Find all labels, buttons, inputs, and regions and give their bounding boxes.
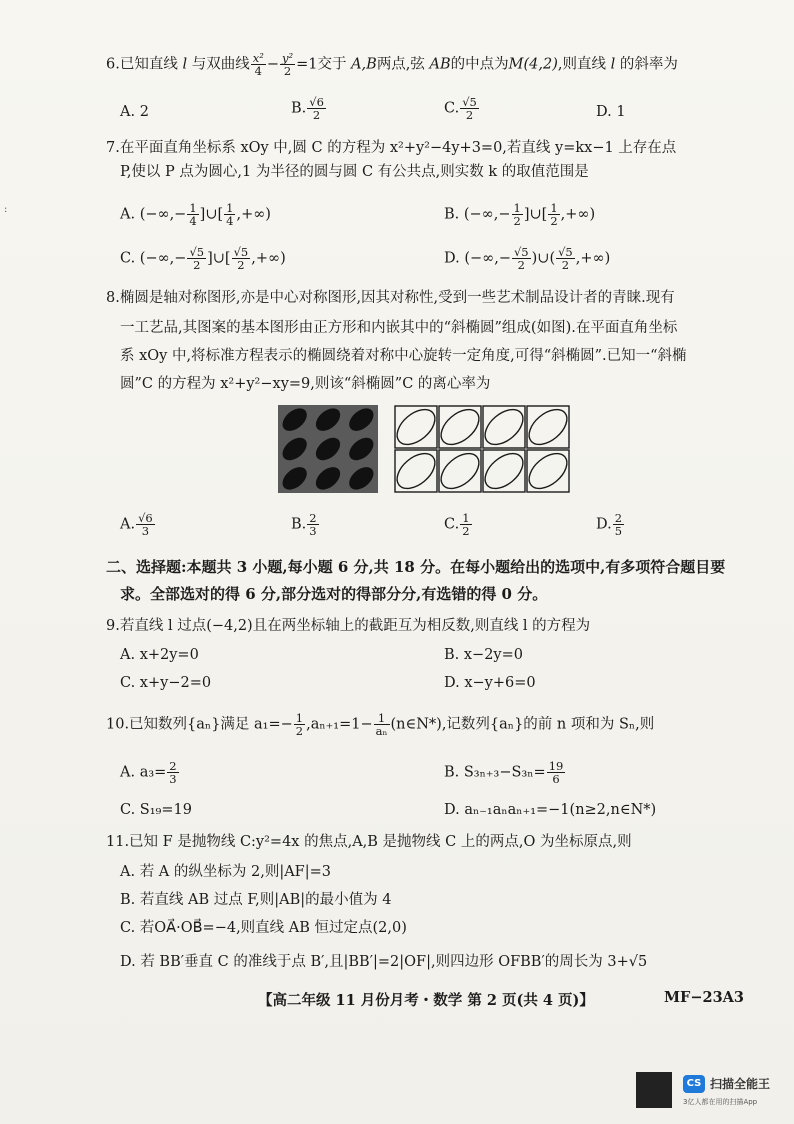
q7-a-d1: 4 xyxy=(189,214,197,228)
q10-b-pre: B. S₃ₙ₊₃−S₃ₙ= xyxy=(444,764,546,781)
q7-b-pre: B. (−∞,− xyxy=(444,206,511,223)
q7-c-pre: C. (−∞,− xyxy=(120,250,187,267)
q11-option-d: D. 若 BB′垂直 C 的准线于点 B′,且|BB′|=2|OF|,则四边形 OFBB′的周长为 3+√5 xyxy=(120,954,648,970)
q10-a-num: 2 xyxy=(169,759,177,773)
q7-c-n1: √5 xyxy=(189,245,205,259)
q7-a-mid: ]∪[ xyxy=(199,206,224,223)
q7-b-mid: ]∪[ xyxy=(523,206,548,223)
q11-option-b: B. 若直线 AB 过点 F,则|AB|的最小值为 4 xyxy=(120,892,392,908)
q7-a-n1: 1 xyxy=(189,201,197,215)
q7-b-n2: 1 xyxy=(550,201,558,215)
q6-option-b-num: √6 xyxy=(309,95,324,109)
q8-option-b-label: B. xyxy=(291,516,307,533)
q6-option-b-label: B. xyxy=(291,100,307,117)
page-footer: 【高二年级 11 月份月考・数学 第 2 页(共 4 页)】 xyxy=(258,992,594,1009)
q8-option-b-den: 3 xyxy=(309,524,317,538)
outline-ellipse xyxy=(394,447,441,493)
question-10-stem xyxy=(106,712,654,737)
q11-option-a: A. 若 A 的纵坐标为 2,则|AF|=3 xyxy=(120,864,331,880)
q8-option-d-den: 5 xyxy=(614,524,623,538)
q7-c-d1: 2 xyxy=(193,258,201,272)
q10-text-3: (n∈N*),记数列{aₙ}的前 n 项和为 Sₙ,则 xyxy=(390,716,655,733)
outline-ellipse xyxy=(479,447,530,493)
q10-a-den: 3 xyxy=(169,772,177,786)
q7-d-n1: √5 xyxy=(513,245,529,259)
q7-c-n2: √5 xyxy=(233,245,249,259)
q8-option-d-num: 2 xyxy=(614,511,623,525)
q6-option-c-label: C. xyxy=(444,100,460,117)
q7-a-n2: 1 xyxy=(226,201,234,215)
outline-ellipse xyxy=(435,405,486,451)
q10-text-1: 10.已知数列{aₙ}满足 a₁=− xyxy=(106,716,293,733)
q8-option-a-den: 3 xyxy=(141,524,150,538)
q7-b-post: ,+∞) xyxy=(560,206,596,223)
q7-d-mid: )∪( xyxy=(531,250,556,267)
q6-text-c: =1交于 xyxy=(296,56,347,73)
q7-d-post: ,+∞) xyxy=(575,250,611,267)
q8-option-a xyxy=(120,512,156,537)
question-8-line3: 系 xOy 中,将标准方程表示的椭圆绕着对称中心旋转一定角度,可得“斜椭圆”.已知一“斜椭 xyxy=(120,348,687,364)
q8-option-c-num: 1 xyxy=(462,511,470,525)
figure-ellipse-tiles-filled xyxy=(278,405,378,493)
q6-points-ab: A,B xyxy=(351,56,377,73)
q8-option-c-den: 2 xyxy=(462,524,470,538)
q10-option-c: C. S₁₉=19 xyxy=(120,802,192,818)
q6-option-b-den: 2 xyxy=(312,108,321,122)
question-8-line2: 一工艺品,其图案的基本图形由正方形和内嵌其中的“斜椭圆”组成(如图).在平面直角坐标 xyxy=(120,320,678,336)
q6-var-l-2: l xyxy=(610,56,616,73)
q10-b-num: 19 xyxy=(548,759,564,773)
q7-d-pre: D. (−∞,− xyxy=(444,250,511,267)
figure-ellipse-tiles-outline xyxy=(394,405,570,493)
q6-text-e: 的中点为 xyxy=(450,56,509,73)
question-7-line1: 7.在平面直角坐标系 xOy 中,圆 C 的方程为 x²+y²−4y+3=0,若直线 y=kx−1 上存在点 xyxy=(106,140,677,156)
q8-option-c xyxy=(444,512,473,537)
q6-text-b: 与双曲线 xyxy=(191,56,250,73)
outline-ellipse xyxy=(523,405,570,451)
q9-option-b: B. x−2y=0 xyxy=(444,647,523,663)
q10-frac1-num: 1 xyxy=(295,711,304,725)
q10-b-den: 6 xyxy=(552,772,560,786)
margin-mark: : xyxy=(4,204,8,215)
question-8-line4: 圆”C 的方程为 x²+y²−xy=9,则该“斜椭圆”C 的离心率为 xyxy=(120,376,491,392)
q9-option-d: D. x−y+6=0 xyxy=(444,675,536,691)
q6-text-g: 的斜率为 xyxy=(619,56,678,73)
q7-option-d xyxy=(444,246,610,271)
camscanner-tagline: 3亿人都在用的扫描App xyxy=(683,1098,758,1106)
exam-code: MF−23A3 xyxy=(664,989,745,1006)
q6-var-l: l xyxy=(182,56,188,73)
q7-c-mid: ]∪[ xyxy=(207,250,231,267)
q10-option-a xyxy=(120,760,180,785)
q6-text-a: 6.已知直线 xyxy=(106,56,178,73)
section-2-heading-line1: 二、选择题:本题共 3 小题,每小题 6 分,共 18 分。在每小题给出的选项中,有多项符合题目要 xyxy=(106,558,726,576)
q7-b-d2: 2 xyxy=(550,214,558,228)
q7-a-d2: 4 xyxy=(226,214,234,228)
q6-frac-y xyxy=(280,52,295,77)
q6-midpoint: M(4,2) xyxy=(508,56,558,73)
q10-frac1-den: 2 xyxy=(295,724,304,738)
question-6-stem xyxy=(106,52,678,77)
q6-option-c-den: 2 xyxy=(465,108,474,122)
q9-option-a: A. x+2y=0 xyxy=(120,647,199,663)
question-8-line1: 8.椭圆是轴对称图形,亦是中心对称图形,因其对称性,受到一些艺术制品设计者的青睐.现有 xyxy=(106,290,675,306)
figure-right-cells xyxy=(394,405,570,493)
q7-c-d2: 2 xyxy=(237,258,245,272)
q6-option-b xyxy=(291,96,327,121)
q10-frac2-den: aₙ xyxy=(375,724,388,738)
q6-frac-x xyxy=(251,52,266,77)
q6-option-c-num: √5 xyxy=(462,95,477,109)
q6-chord-ab: AB xyxy=(429,56,451,73)
q10-a-pre: A. a₃= xyxy=(120,764,167,781)
q10-text-2: ,aₙ₊₁=1− xyxy=(306,716,373,733)
q6-frac-x-den: 4 xyxy=(254,64,262,78)
q8-option-b xyxy=(291,512,320,537)
q6-text-f: ,则直线 xyxy=(557,56,607,73)
q10-frac2-num: 1 xyxy=(374,712,390,725)
q10-option-d: D. aₙ₋₁aₙaₙ₊₁=−1(n≥2,n∈N*) xyxy=(444,802,657,818)
camscanner-name: 扫描全能王 xyxy=(710,1077,771,1091)
q8-option-b-num: 2 xyxy=(309,511,317,525)
q8-option-d xyxy=(596,512,625,537)
q6-option-a: A. 2 xyxy=(120,104,149,120)
outline-ellipse xyxy=(479,405,530,451)
q8-option-c-label: C. xyxy=(444,516,460,533)
outline-ellipse xyxy=(394,405,441,451)
q7-a-pre: A. (−∞,− xyxy=(120,206,187,223)
outline-ellipse xyxy=(435,447,486,493)
q6-frac-y-den: 2 xyxy=(283,64,292,78)
q7-b-d1: 2 xyxy=(513,214,521,228)
q11-option-c: C. 若OA⃗·OB⃗=−4,则直线 AB 恒过定点(2,0) xyxy=(120,920,407,936)
outline-ellipse xyxy=(523,447,570,493)
qr-code-icon xyxy=(636,1072,672,1108)
question-9-stem: 9.若直线 l 过点(−4,2)且在两坐标轴上的截距互为相反数,则直线 l 的方程为 xyxy=(106,618,591,634)
q7-option-a xyxy=(120,202,271,227)
q7-c-post: ,+∞) xyxy=(251,250,286,267)
q10-option-b xyxy=(444,760,566,785)
section-2-heading-line2: 求。全部选对的得 6 分,部分选对的得部分分,有选错的得 0 分。 xyxy=(120,585,548,603)
q6-minus: − xyxy=(266,56,279,73)
camscanner-logo-icon: CS xyxy=(683,1075,705,1093)
q6-option-c xyxy=(444,96,480,121)
q6-frac-x-num: x² xyxy=(252,51,264,65)
q6-text-d: 两点,弦 xyxy=(376,56,425,73)
q7-d-d2: 2 xyxy=(561,258,570,272)
q6-frac-y-num: y² xyxy=(281,51,294,65)
q8-option-a-label: A. xyxy=(120,516,136,533)
q7-option-c xyxy=(120,246,286,271)
q7-d-d1: 2 xyxy=(517,258,525,272)
q7-a-post: ,+∞) xyxy=(236,206,271,223)
figure-left-ellipses xyxy=(278,405,377,493)
q7-option-b xyxy=(444,202,595,227)
question-7-line2: P,使以 P 点为圆心,1 为半径的圆与圆 C 有公共点,则实数 k 的取值范围是 xyxy=(120,164,589,180)
q6-option-d: D. 1 xyxy=(596,104,626,120)
q8-option-d-label: D. xyxy=(596,516,612,533)
q9-option-c: C. x+y−2=0 xyxy=(120,675,212,691)
q7-d-n2: √5 xyxy=(558,245,573,259)
question-11-stem: 11.已知 F 是抛物线 C:y²=4x 的焦点,A,B 是抛物线 C 上的两点,O 为坐标原点,则 xyxy=(106,834,632,850)
q8-option-a-num: √6 xyxy=(138,511,153,525)
q7-b-n1: 1 xyxy=(513,201,521,215)
